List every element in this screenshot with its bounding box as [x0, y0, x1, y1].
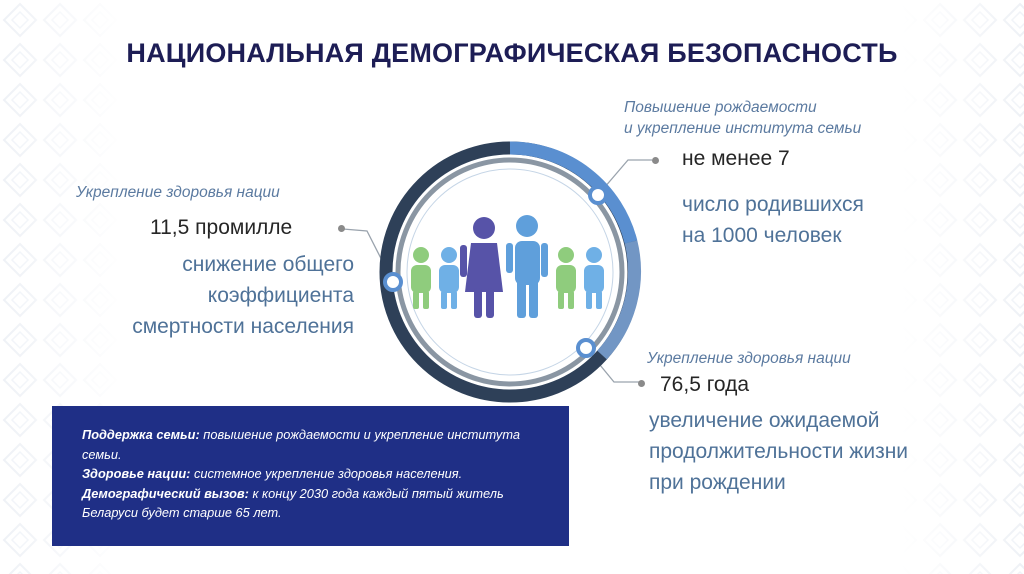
ring-marker-top-right [590, 187, 606, 203]
info-item-label: Демографический вызов: [82, 485, 249, 501]
info-box [52, 406, 569, 546]
left-description [132, 249, 354, 342]
info-item-text: повышение рождаемости и укрепление института семьи. [82, 427, 520, 462]
top-right-value-dot [652, 157, 659, 164]
bottom-right-description-line: увеличение ожидаемой [649, 409, 880, 432]
left-description-line: снижение общего [182, 253, 354, 276]
ring-marker-bottom-right [578, 340, 594, 356]
top-right-heading-line: и укрепление института семьи [624, 120, 862, 137]
top-right-value: не менее 7 [682, 147, 790, 170]
bottom-right-description-line: при рождении [649, 471, 786, 494]
left-description-line: коэффициента [207, 284, 354, 307]
info-item-text: системное укрепление здоровья населения. [190, 466, 463, 481]
bottom-right-heading: Укрепление здоровья нации [647, 350, 851, 367]
page-title: НАЦИОНАЛЬНАЯ ДЕМОГРАФИЧЕСКАЯ БЕЗОПАСНОСТЬ [126, 38, 898, 68]
bottom-right-value: 76,5 года [660, 373, 750, 396]
info-item-label: Поддержка семьи: [82, 427, 200, 442]
top-right-description [682, 189, 864, 251]
left-value-dot [338, 225, 345, 232]
top-right-heading-line: Повышение рождаемости [624, 99, 817, 116]
info-item-family [82, 425, 539, 464]
info-item-label: Здоровье нации: [82, 466, 191, 481]
info-item-text: к концу 2030 года каждый пятый житель Беларуси будет старше 65 лет. [82, 485, 504, 520]
left-heading: Укрепление здоровья нации [76, 184, 280, 201]
top-right-description-line: на 1000 человек [682, 224, 842, 247]
info-item-health [82, 464, 539, 484]
top-right-heading [624, 97, 861, 139]
family-ring-graphic [380, 142, 640, 402]
top-right-description-line: число родившихся [682, 193, 864, 216]
info-item-challenge [82, 484, 539, 523]
bottom-right-value-dot [638, 380, 645, 387]
ring-marker-left [385, 274, 401, 290]
bottom-right-description [649, 405, 908, 498]
left-description-line: смертности населения [132, 315, 354, 338]
bottom-right-description-line: продолжительности жизни [649, 440, 909, 463]
left-value: 11,5 промилле [150, 216, 293, 239]
